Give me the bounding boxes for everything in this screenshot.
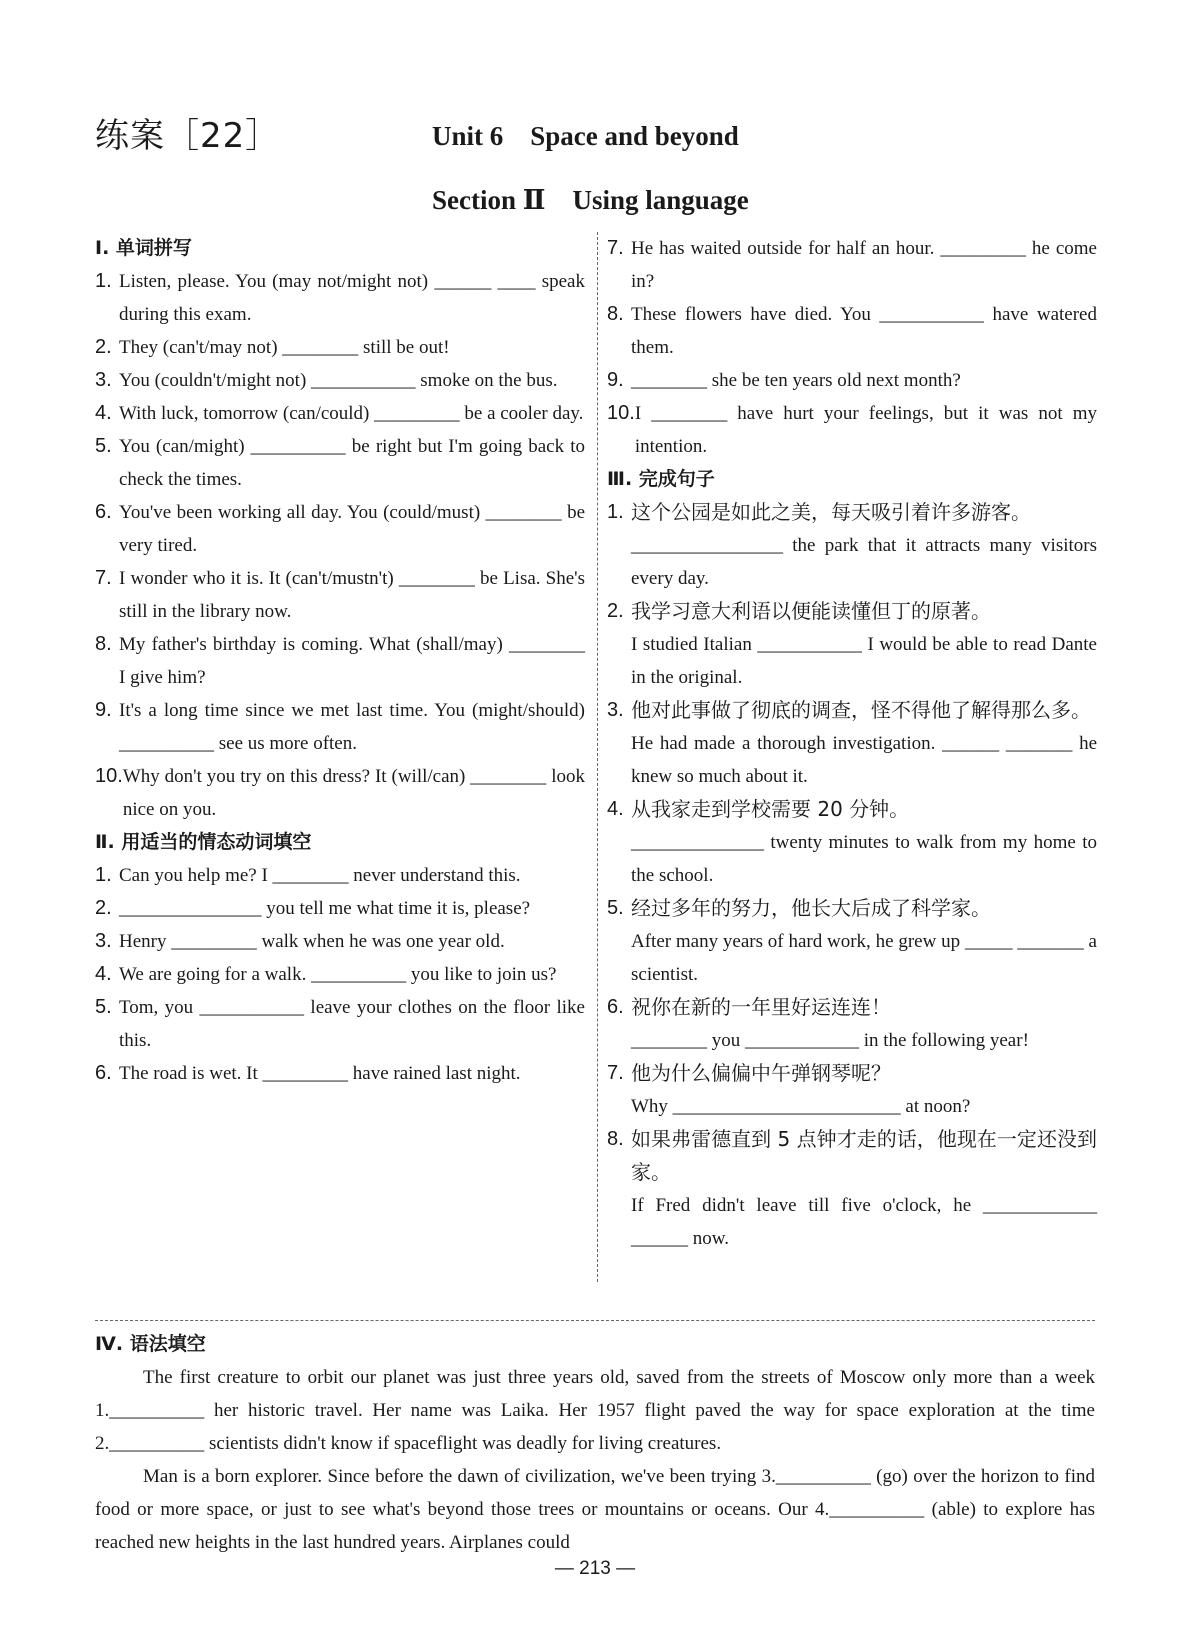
exercise-item bbox=[95, 628, 585, 694]
item-body: These flowers have died. You ___________ have watered them. bbox=[631, 304, 1097, 358]
item-body: Can you help me? I ________ never understand this. bbox=[119, 865, 521, 886]
exercise-item bbox=[607, 595, 1097, 694]
item-number: 10. bbox=[607, 402, 635, 424]
page-number: — 213 — bbox=[554, 1558, 636, 1579]
exercise-item bbox=[95, 562, 585, 628]
exercise-tag: 练案［22］ bbox=[95, 116, 281, 156]
item-body: With luck, tomorrow (can/could) _________ be a cooler day. bbox=[119, 403, 584, 424]
exercise-item bbox=[607, 1123, 1097, 1255]
item-body: They (can't/may not) ________ still be out! bbox=[119, 337, 450, 358]
item-number: 7. bbox=[607, 237, 624, 259]
item-body bbox=[631, 1057, 1097, 1123]
grammar-section bbox=[95, 1328, 1095, 1559]
item-body bbox=[631, 1123, 1097, 1255]
chinese-prompt: 我学习意大利语以便能读懂但丁的原著。 bbox=[631, 599, 991, 623]
english-sentence: ______________ twenty minutes to walk from my home to the school. bbox=[631, 832, 1097, 886]
item-body: Tom, you ___________ leave your clothes on the floor like this. bbox=[119, 997, 585, 1051]
item-body: The road is wet. It _________ have rained last night. bbox=[119, 1063, 521, 1084]
item-number: 7. bbox=[95, 567, 112, 589]
exercise-item bbox=[95, 958, 585, 991]
exercise-item bbox=[95, 496, 585, 562]
section-title: Section Ⅱ Using language bbox=[432, 185, 749, 215]
item-number: 10. bbox=[95, 765, 123, 787]
item-number: 4. bbox=[95, 402, 112, 424]
exercise-item bbox=[607, 496, 1097, 595]
item-body: Why don't you try on this dress? It (will/can) ________ look nice on you. bbox=[122, 766, 585, 820]
chinese-prompt: 经过多年的努力，他长大后成了科学家。 bbox=[631, 896, 991, 920]
english-sentence: He had made a thorough investigation. ______ _______ he knew so much about it. bbox=[631, 733, 1097, 787]
item-body bbox=[631, 892, 1097, 991]
item-number: 4. bbox=[607, 798, 624, 820]
chinese-prompt: 祝你在新的一年里好运连连！ bbox=[631, 995, 891, 1019]
item-body: Listen, please. You (may not/might not) ______ ____ speak during this exam. bbox=[119, 271, 585, 325]
item-body: You (can/might) __________ be right but I'm going back to check the times. bbox=[119, 436, 585, 490]
exercise-item bbox=[95, 430, 585, 496]
chinese-prompt: 他为什么偏偏中午弹钢琴呢？ bbox=[631, 1061, 891, 1085]
item-body bbox=[631, 793, 1097, 892]
exercise-item bbox=[607, 298, 1097, 364]
exercise-item bbox=[95, 991, 585, 1057]
chinese-prompt: 这个公园是如此之美，每天吸引着许多游客。 bbox=[631, 500, 1031, 524]
item-body: Henry _________ walk when he was one year old. bbox=[119, 931, 505, 952]
section-heading-4: Ⅳ. 语法填空 bbox=[95, 1333, 206, 1355]
item-body: ________ she be ten years old next month? bbox=[631, 370, 961, 391]
section-heading-3: Ⅲ. 完成句子 bbox=[607, 468, 715, 490]
item-body bbox=[631, 991, 1097, 1057]
exercise-item bbox=[607, 1057, 1097, 1123]
item-body bbox=[631, 694, 1097, 793]
exercise-item bbox=[607, 694, 1097, 793]
item-number: 2. bbox=[95, 336, 112, 358]
english-sentence: I studied Italian ___________ I would be able to read Dante in the original. bbox=[631, 634, 1097, 688]
exercise-item bbox=[95, 364, 585, 397]
item-number: 5. bbox=[95, 996, 112, 1018]
item-number: 5. bbox=[95, 435, 112, 457]
exercise-item bbox=[607, 991, 1097, 1057]
item-number: 6. bbox=[95, 1062, 112, 1084]
exercise-item bbox=[95, 265, 585, 331]
item-number: 2. bbox=[607, 600, 624, 622]
item-body bbox=[631, 595, 1097, 694]
exercise-item bbox=[95, 892, 585, 925]
item-body: I ________ have hurt your feelings, but it was not my intention. bbox=[634, 403, 1097, 457]
item-number: 1. bbox=[95, 270, 112, 292]
item-number: 1. bbox=[95, 864, 112, 886]
english-sentence: If Fred didn't leave till five o'clock, he ____________ ______ now. bbox=[631, 1195, 1097, 1249]
exercise-item bbox=[95, 331, 585, 364]
exercise-item bbox=[95, 397, 585, 430]
exercise-item bbox=[607, 793, 1097, 892]
grammar-paragraph-2: Man is a born explorer. Since before the dawn of civilization, we've been trying 3.__________ (go) over the horizon to find food or more space, or just to see what's beyond those trees or mountains or oceans. Our 4.__________ (able) to explore has reached new heights in the last hundred years. Airplanes could bbox=[95, 1466, 1095, 1553]
item-body: We are going for a walk. __________ you like to join us? bbox=[119, 964, 557, 985]
item-number: 3. bbox=[607, 699, 624, 721]
english-sentence: After many years of hard work, he grew up _____ _______ a scientist. bbox=[631, 931, 1097, 985]
exercise-item bbox=[607, 364, 1097, 397]
chinese-prompt: 他对此事做了彻底的调查，怪不得他了解得那么多。 bbox=[631, 698, 1091, 722]
item-body: _______________ you tell me what time it is, please? bbox=[119, 898, 531, 919]
chinese-prompt: 如果弗雷德直到 5 点钟才走的话，他现在一定还没到家。 bbox=[631, 1127, 1097, 1184]
item-body: He has waited outside for half an hour. _________ he come in? bbox=[631, 238, 1097, 292]
item-body: My father's birthday is coming. What (shall/may) ________ I give him? bbox=[119, 634, 585, 688]
exercise-item bbox=[607, 397, 1097, 463]
item-number: 9. bbox=[95, 699, 112, 721]
item-body: I wonder who it is. It (can't/mustn't) ________ be Lisa. She's still in the library now. bbox=[119, 568, 585, 622]
english-sentence: ________________ the park that it attracts many visitors every day. bbox=[631, 535, 1097, 589]
item-number: 4. bbox=[95, 963, 112, 985]
item-body: You (couldn't/might not) ___________ smoke on the bus. bbox=[119, 370, 558, 391]
item-body: It's a long time since we met last time. You (might/should) __________ see us more often. bbox=[119, 700, 585, 754]
exercise-item bbox=[607, 232, 1097, 298]
item-number: 6. bbox=[95, 501, 112, 523]
item-number: 8. bbox=[95, 633, 112, 655]
unit-title: Unit 6 Space and beyond bbox=[432, 121, 739, 151]
english-sentence: Why ________________________ at noon? bbox=[631, 1096, 971, 1117]
item-number: 9. bbox=[607, 369, 624, 391]
english-sentence: ________ you ____________ in the following year! bbox=[631, 1030, 1029, 1051]
item-number: 3. bbox=[95, 930, 112, 952]
column-divider bbox=[597, 232, 598, 1282]
item-body: You've been working all day. You (could/must) ________ be very tired. bbox=[119, 502, 585, 556]
item-body bbox=[631, 496, 1097, 595]
item-number: 3. bbox=[95, 369, 112, 391]
item-number: 7. bbox=[607, 1062, 624, 1084]
left-column bbox=[95, 232, 585, 1090]
right-column bbox=[607, 232, 1097, 1255]
section-heading-1: Ⅰ. 单词拼写 bbox=[95, 237, 192, 259]
item-number: 1. bbox=[607, 501, 624, 523]
item-number: 6. bbox=[607, 996, 624, 1018]
grammar-paragraph-1: The first creature to orbit our planet was just three years old, saved from the streets of Moscow only more than a week 1.__________ her historic travel. Her name was Laika. Her 1957 flight paved the way for space exploration at the time 2.__________ scientists didn't know if spaceflight was deadly for living creatures. bbox=[95, 1367, 1095, 1454]
item-number: 8. bbox=[607, 303, 624, 325]
exercise-item bbox=[95, 760, 585, 826]
section-heading-2: Ⅱ. 用适当的情态动词填空 bbox=[95, 831, 312, 853]
item-number: 8. bbox=[607, 1128, 624, 1150]
exercise-item bbox=[95, 859, 585, 892]
section-divider bbox=[95, 1320, 1095, 1321]
item-number: 2. bbox=[95, 897, 112, 919]
exercise-item bbox=[607, 892, 1097, 991]
exercise-item bbox=[95, 925, 585, 958]
item-number: 5. bbox=[607, 897, 624, 919]
exercise-item bbox=[95, 1057, 585, 1090]
exercise-item bbox=[95, 694, 585, 760]
chinese-prompt: 从我家走到学校需要 20 分钟。 bbox=[631, 797, 910, 821]
